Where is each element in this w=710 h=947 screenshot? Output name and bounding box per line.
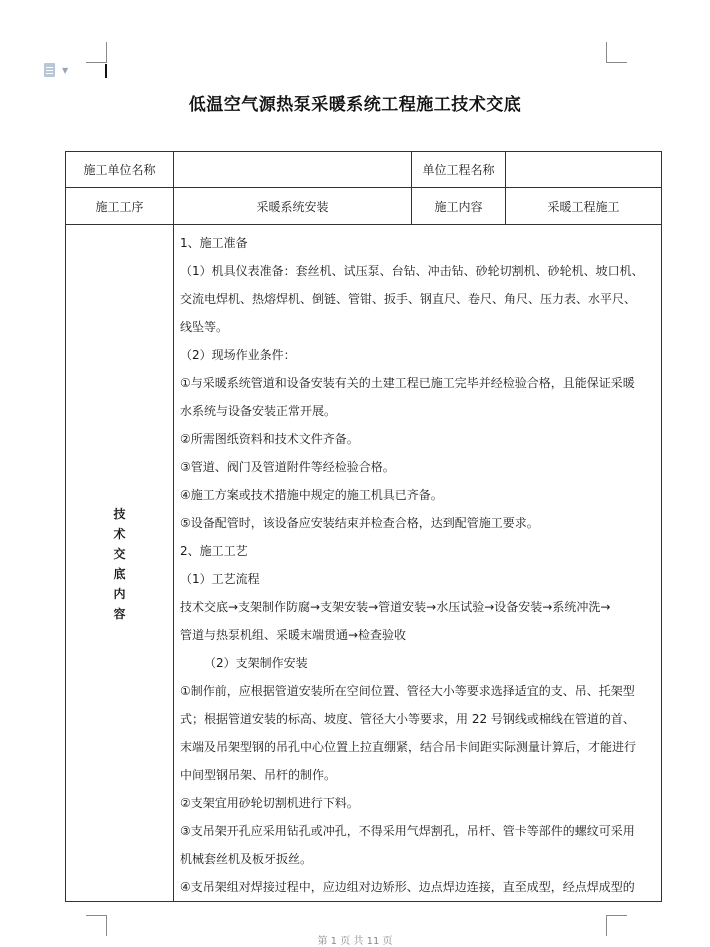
content-line: 1、施工准备 bbox=[180, 236, 248, 250]
content-line: ②支架宜用砂轮切割机进行下料。 bbox=[180, 796, 359, 810]
content-value[interactable]: 采暖工程施工 bbox=[506, 188, 662, 225]
content-line: ②所需图纸资料和技术文件齐备。 bbox=[180, 432, 359, 446]
label-content: 施工内容 bbox=[412, 188, 506, 225]
document-icon[interactable] bbox=[44, 63, 55, 77]
label-project-name: 单位工程名称 bbox=[412, 152, 506, 188]
content-line: ①与采暖系统管道和设备安装有关的土建工程已施工完毕并经检验合格，且能保证采暖 bbox=[180, 376, 635, 390]
content-line: 末端及吊架型钢的吊孔中心位置上拉直绷紧，结合吊卡间距实际测量计算后，才能进行 bbox=[180, 740, 637, 754]
process-value[interactable]: 采暖系统安装 bbox=[174, 188, 412, 225]
content-line: （1）工艺流程 bbox=[180, 572, 260, 586]
side-label: 技术交底内容 bbox=[113, 507, 126, 621]
chevron-down-icon[interactable]: ▼ bbox=[62, 66, 69, 75]
disclosure-table bbox=[65, 151, 662, 902]
margin-mark-top-right bbox=[606, 42, 627, 63]
content-line: ③管道、阀门及管道附件等经检验合格。 bbox=[180, 460, 395, 474]
text-cursor bbox=[105, 64, 107, 78]
content-line: ①制作前，应根据管道安装所在空间位置、管径大小等要求选择适宜的支、吊、托架型 bbox=[180, 684, 635, 698]
content-line: 中间型钢吊架、吊杆的制作。 bbox=[180, 768, 337, 782]
content-line: 技术交底→支架制作防腐→支架安装→管道安装→水压试验→设备安装→系统冲洗→ bbox=[180, 600, 611, 614]
content-line: 交流电焊机、热熔焊机、倒链、管钳、扳手、钢直尺、卷尺、角尺、压力表、水平尺、 bbox=[180, 292, 637, 306]
construction-unit-value[interactable] bbox=[174, 152, 412, 188]
content-line: （1）机具仪表准备：套丝机、试压泵、台钻、冲击钻、砂轮切割机、砂轮机、坡口机、 bbox=[180, 264, 644, 278]
content-line: （2）支架制作安装 bbox=[204, 656, 308, 670]
content-line: 机械套丝机及板牙扳丝。 bbox=[180, 852, 313, 866]
page-number: 第 1 页 共 11 页 bbox=[317, 936, 393, 947]
table-row bbox=[66, 188, 662, 225]
label-process: 施工工序 bbox=[66, 188, 174, 225]
content-line: 线坠等。 bbox=[180, 320, 229, 334]
document-title: 低温空气源热泵采暖系统工程施工技术交底 bbox=[188, 95, 522, 115]
content-line: 式；根据管道安装的标高、坡度、管径大小等要求，用 22 号钢线或棉线在管道的首、 bbox=[180, 712, 635, 726]
content-line: 水系统与设备安装正常开展。 bbox=[180, 404, 337, 418]
table-row bbox=[66, 152, 662, 188]
content-line: ④施工方案或技术措施中规定的施工机具已齐备。 bbox=[180, 488, 443, 502]
margin-mark-top-left bbox=[86, 42, 107, 63]
content-line: ③支吊架开孔应采用钻孔或冲孔，不得采用气焊割孔，吊杆、管卡等部件的螺纹可采用 bbox=[180, 824, 635, 838]
table-row bbox=[66, 225, 662, 902]
content-line: ⑤设备配管时，该设备应安装结束并检查合格，达到配管施工要求。 bbox=[180, 516, 539, 530]
content-line: ④支吊架组对焊接过程中，应边组对边矫形、边点焊边连接，直至成型，经点焊成型的 bbox=[180, 880, 635, 894]
disclosure-content[interactable] bbox=[174, 225, 662, 902]
project-name-value[interactable] bbox=[506, 152, 662, 188]
content-line: 2、施工工艺 bbox=[180, 544, 248, 558]
label-construction-unit: 施工单位名称 bbox=[66, 152, 174, 188]
content-line: （2）现场作业条件： bbox=[180, 348, 296, 362]
side-label-cell bbox=[66, 225, 174, 902]
content-line: 管道与热泵机组、采暖末端贯通→检查验收 bbox=[180, 628, 407, 642]
